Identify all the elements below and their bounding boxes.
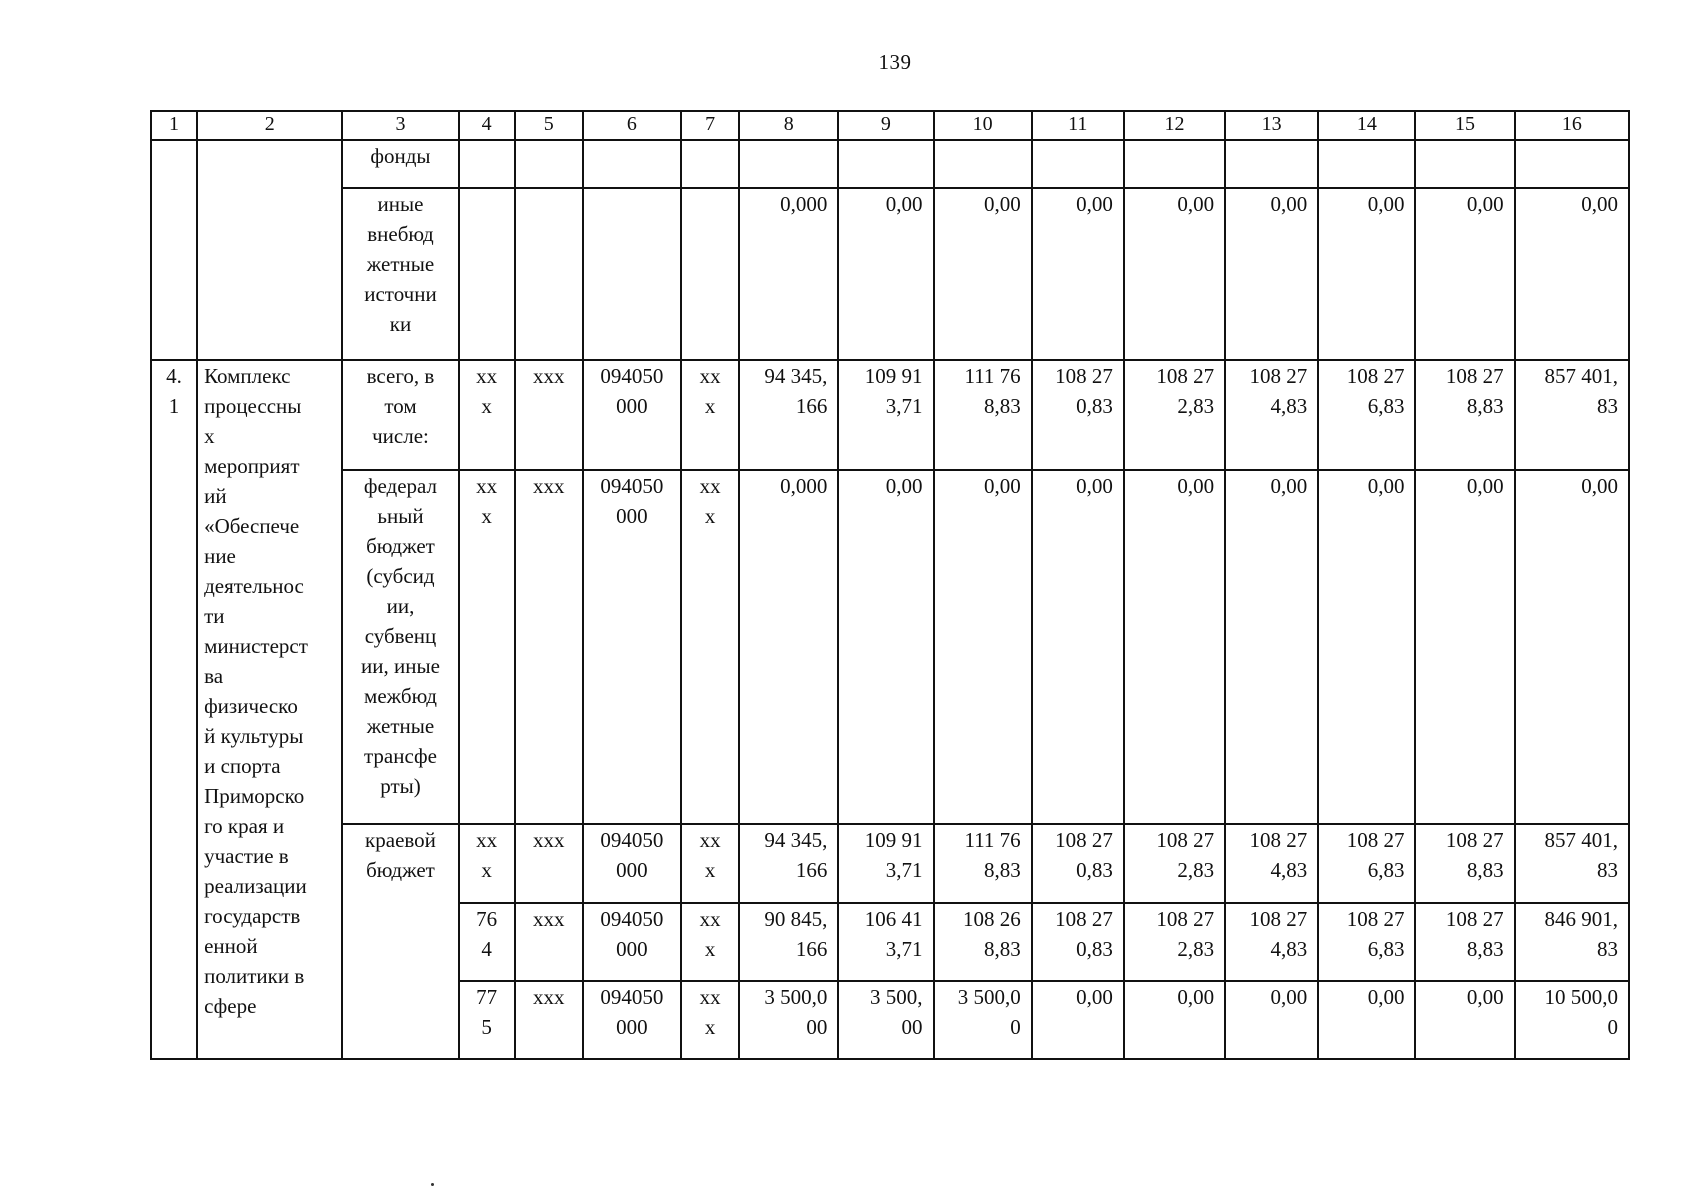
value-cell: 0,00 [1318,470,1415,824]
value-cell: 0,00 [1225,188,1318,360]
code-cell: 094050 000 [583,360,681,470]
value-cell: 108 27 8,83 [1415,903,1514,981]
code-cell: 76 4 [459,903,515,981]
value-cell: 94 345, 166 [739,360,838,470]
column-number: 6 [583,111,681,140]
value-cell: 0,00 [1225,470,1318,824]
code-cell: ххх [515,360,583,470]
code-cell: 094050 000 [583,903,681,981]
value-cell: 108 27 2,83 [1124,360,1225,470]
row-regional-budget [151,824,1629,903]
item-name: Комплекс процессны х мероприят ий «Обеспече ние деятельнос ти министерст ва физическо й культуры и спорта Приморско го края и участие в реализации государств енной политики в сфере [197,360,342,1059]
value-cell: 0,00 [1515,188,1629,360]
value-cell: 108 27 6,83 [1318,824,1415,903]
row-federal-budget [151,470,1629,824]
row-total [151,360,1629,470]
column-number: 5 [515,111,583,140]
value-cell: 0,00 [1124,981,1225,1059]
code-cell: хх х [681,824,739,903]
value-cell: 108 27 8,83 [1415,824,1514,903]
value-cell: 857 401, 83 [1515,360,1629,470]
row-funds [151,140,1629,188]
column-number: 3 [342,111,458,140]
value-cell: 0,00 [1124,188,1225,360]
code-cell: 77 5 [459,981,515,1059]
item-number: 4. 1 [151,360,197,1059]
value-cell: 0,000 [739,188,838,360]
scan-speck [431,1183,434,1186]
value-cell: 108 27 0,83 [1032,903,1124,981]
source-cell: федерал ьный бюджет (субсид ии, субвенц ии, иные межбюд жетные трансфе рты) [342,470,458,824]
column-number-row [151,111,1629,140]
code-cell: ххх [515,470,583,824]
code-cell: хх х [681,360,739,470]
value-cell: 846 901, 83 [1515,903,1629,981]
value-cell: 0,00 [1415,188,1514,360]
value-cell: 90 845, 166 [739,903,838,981]
code-cell: хх х [681,903,739,981]
value-cell: 109 91 3,71 [838,824,933,903]
value-cell: 3 500, 00 [838,981,933,1059]
value-cell: 0,00 [1032,981,1124,1059]
code-cell: ххх [515,903,583,981]
column-number: 16 [1515,111,1629,140]
value-cell: 108 27 8,83 [1415,360,1514,470]
value-cell: 109 91 3,71 [838,360,933,470]
value-cell: 0,00 [1225,981,1318,1059]
column-number: 8 [739,111,838,140]
column-number: 10 [934,111,1032,140]
value-cell: 0,00 [1032,188,1124,360]
code-cell: ххх [515,981,583,1059]
value-cell: 0,00 [838,470,933,824]
column-number: 13 [1225,111,1318,140]
row-other-sources [151,188,1629,360]
code-cell: хх х [459,470,515,824]
column-number: 14 [1318,111,1415,140]
value-cell: 0,00 [1032,470,1124,824]
code-cell: 094050 000 [583,981,681,1059]
empty-cell [151,140,197,360]
value-cell: 0,00 [934,470,1032,824]
column-number: 12 [1124,111,1225,140]
column-number: 11 [1032,111,1124,140]
value-cell: 0,00 [1318,981,1415,1059]
value-cell: 0,00 [1124,470,1225,824]
value-cell: 0,00 [934,188,1032,360]
source-cell: всего, в том числе: [342,360,458,470]
value-cell: 111 76 8,83 [934,360,1032,470]
value-cell: 106 41 3,71 [838,903,933,981]
code-cell: 094050 000 [583,470,681,824]
value-cell: 108 26 8,83 [934,903,1032,981]
value-cell: 108 27 4,83 [1225,903,1318,981]
value-cell: 0,00 [1515,470,1629,824]
column-number: 9 [838,111,933,140]
value-cell: 108 27 4,83 [1225,360,1318,470]
column-number: 4 [459,111,515,140]
value-cell: 108 27 0,83 [1032,824,1124,903]
value-cell: 108 27 2,83 [1124,824,1225,903]
budget-table [150,110,1630,1060]
column-number: 15 [1415,111,1514,140]
value-cell: 857 401, 83 [1515,824,1629,903]
value-cell: 108 27 2,83 [1124,903,1225,981]
page-number: 139 [878,50,912,74]
code-cell: хх х [459,360,515,470]
source-cell: фонды [342,140,458,188]
value-cell: 0,000 [739,470,838,824]
value-cell: 0,00 [1318,188,1415,360]
column-number: 7 [681,111,739,140]
code-cell: 094050 000 [583,824,681,903]
code-cell: хх х [459,824,515,903]
value-cell: 0,00 [1415,470,1514,824]
source-cell: краевой бюджет [342,824,458,1059]
value-cell: 111 76 8,83 [934,824,1032,903]
value-cell: 108 27 6,83 [1318,360,1415,470]
empty-cell [197,140,342,360]
value-cell: 108 27 4,83 [1225,824,1318,903]
value-cell: 0,00 [838,188,933,360]
value-cell: 94 345, 166 [739,824,838,903]
value-cell: 3 500,0 00 [739,981,838,1059]
code-cell: ххх [515,824,583,903]
value-cell: 108 27 6,83 [1318,903,1415,981]
value-cell: 108 27 0,83 [1032,360,1124,470]
value-cell: 10 500,0 0 [1515,981,1629,1059]
source-cell: иные внебюд жетные источни ки [342,188,458,360]
column-number: 1 [151,111,197,140]
value-cell: 3 500,0 0 [934,981,1032,1059]
code-cell: хх х [681,981,739,1059]
column-number: 2 [197,111,342,140]
code-cell: хх х [681,470,739,824]
value-cell: 0,00 [1415,981,1514,1059]
